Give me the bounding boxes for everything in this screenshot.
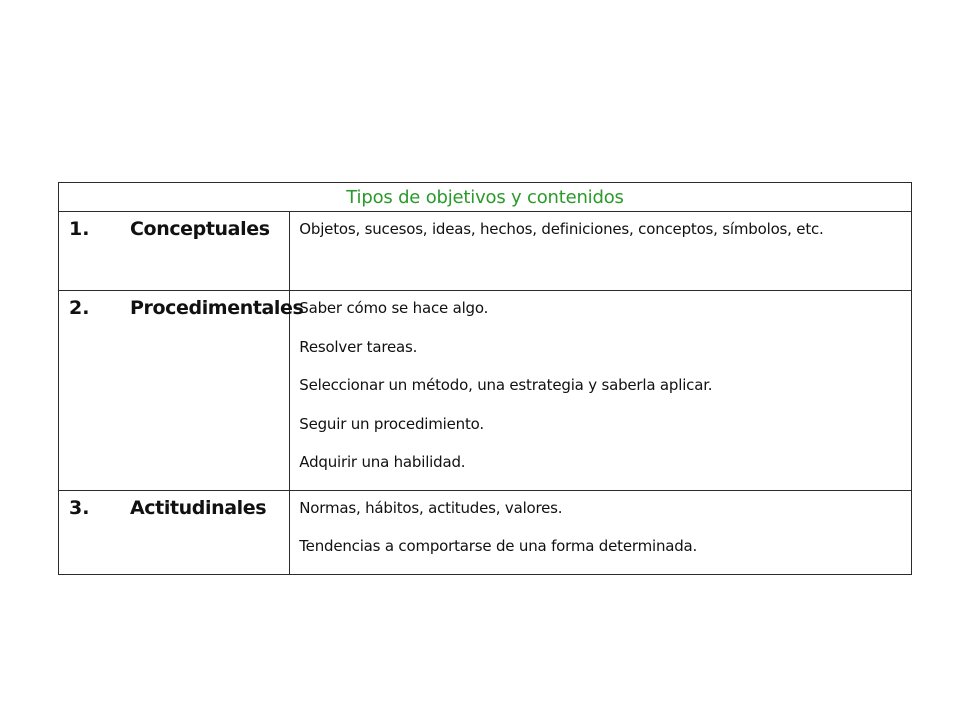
objectives-table xyxy=(58,182,912,575)
category-name: Procedimentales xyxy=(130,297,304,319)
items-cell xyxy=(290,212,912,291)
list-item: Adquirir una habilidad. xyxy=(299,453,466,471)
list-item: Tendencias a comportarse de una forma determinada. xyxy=(299,537,698,555)
category-number: 1. xyxy=(69,218,90,240)
category-name: Actitudinales xyxy=(130,496,267,519)
category-cell xyxy=(59,291,304,491)
list-item: Seleccionar un método, una estrategia y saberla aplicar. xyxy=(299,376,713,394)
items-cell xyxy=(290,291,912,491)
list-item: Normas, hábitos, actitudes, valores. xyxy=(299,498,563,517)
table-title: Tipos de objetivos y contenidos xyxy=(59,183,912,212)
items-cell xyxy=(290,490,912,574)
list-item: Saber cómo se hace algo. xyxy=(299,299,489,317)
list-item: Seguir un procedimiento. xyxy=(299,414,484,433)
list-item: Objetos, sucesos, ideas, hechos, definiciones, conceptos, símbolos, etc. xyxy=(299,220,824,238)
table-row xyxy=(59,291,912,491)
table-title-row xyxy=(59,183,912,212)
category-cell xyxy=(59,212,290,291)
category-number: 3. xyxy=(69,496,90,519)
list-item: Resolver tareas. xyxy=(299,337,418,356)
category-number: 2. xyxy=(69,297,90,319)
table-row xyxy=(59,212,912,291)
table-row xyxy=(59,490,912,574)
category-name: Conceptuales xyxy=(130,218,270,240)
category-cell xyxy=(59,490,290,574)
